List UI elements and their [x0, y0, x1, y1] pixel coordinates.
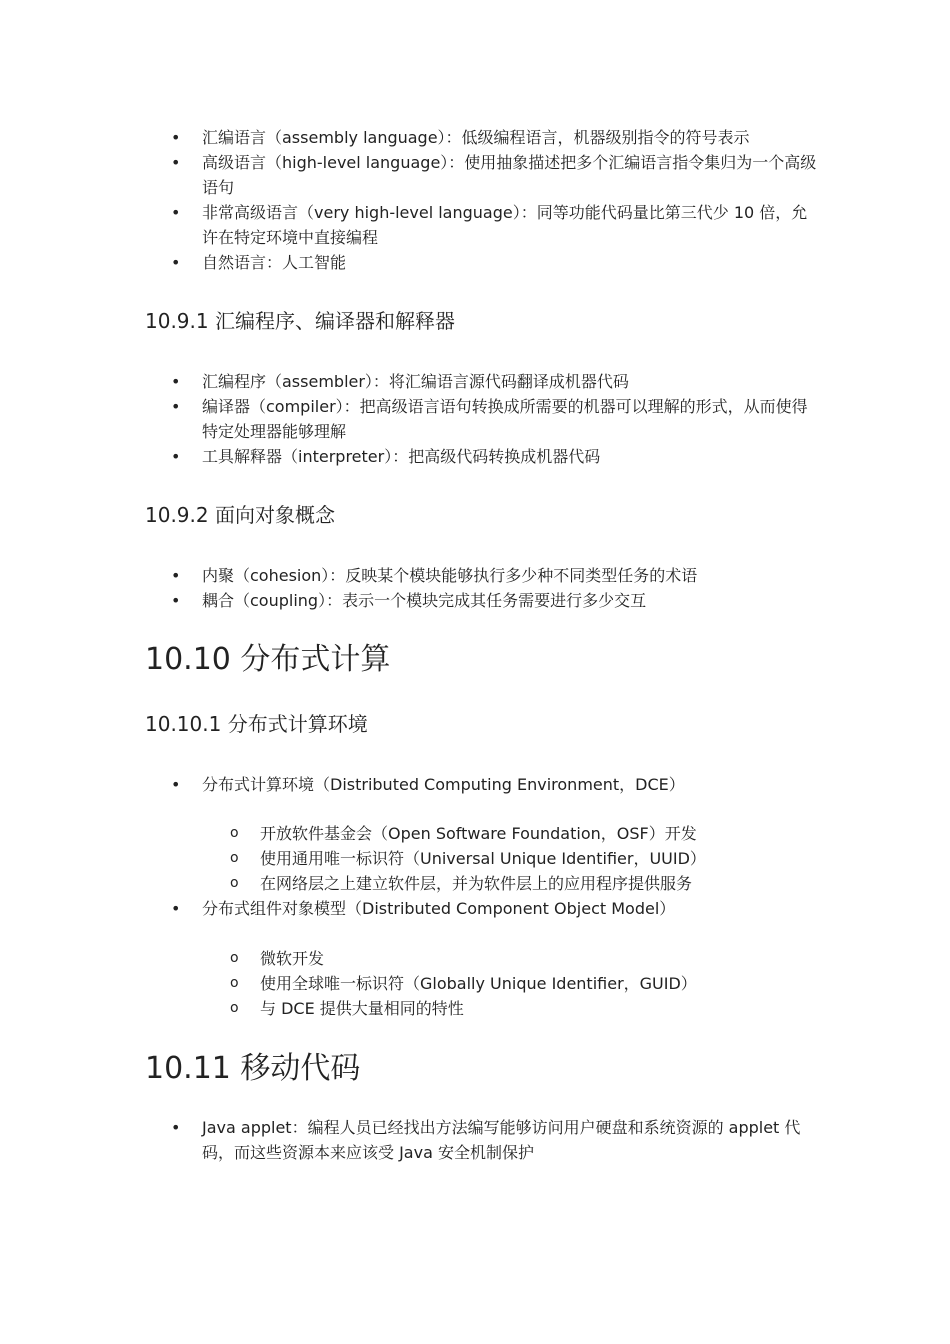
bullet-icon: • — [171, 566, 181, 585]
dce-sub-list — [145, 821, 860, 896]
sub-list-item-text: 使用全球唯一标识符（Globally Unique Identifier，GUID） — [260, 974, 697, 993]
list-item — [145, 588, 822, 613]
sub-list-item-text: 使用通用唯一标识符（Universal Unique Identifier，UUID） — [260, 849, 706, 868]
dcom-sub-list — [145, 946, 860, 1021]
sub-bullet-icon: o — [230, 825, 239, 841]
chapter-heading-10-11: 10.11 移动代码 — [145, 1051, 361, 1086]
list-item-text: 工具解释器（interpreter）：把高级代码转换成机器代码 — [202, 447, 601, 466]
sub-bullet-icon: o — [230, 875, 239, 891]
bullet-icon: • — [171, 899, 181, 918]
sub-list-item-text: 在网络层之上建立软件层，并为软件层上的应用程序提供服务 — [260, 874, 693, 893]
sub-list-item-text: 微软开发 — [260, 949, 325, 968]
section-heading-10-9-2: 10.9.2 面向对象概念 — [145, 503, 335, 527]
list-item-text: 自然语言：人工智能 — [202, 253, 347, 272]
section-heading-10-9-1: 10.9.1 汇编程序、编译器和解释器 — [145, 309, 455, 333]
bullet-icon: • — [171, 128, 181, 147]
list-item — [145, 563, 822, 588]
list-item-text: 汇编程序（assembler）：将汇编语言源代码翻译成机器代码 — [202, 372, 629, 391]
list-item-text: 耦合（coupling）：表示一个模块完成其任务需要进行多少交互 — [202, 591, 647, 610]
sub-list-item — [145, 971, 860, 996]
list-item-text: 高级语言（high-level language）：使用抽象描述把多个汇编语言指令集归为一个高级语句 — [202, 153, 817, 197]
bullet-icon: • — [171, 153, 181, 172]
sub-bullet-icon: o — [230, 950, 239, 966]
sub-bullet-icon: o — [230, 975, 239, 991]
sub-list-item — [145, 846, 860, 871]
list-item — [145, 200, 822, 250]
list-item — [145, 150, 822, 200]
bullet-icon: • — [171, 775, 181, 794]
mobile-code-list — [145, 1115, 822, 1165]
dcom-bullet — [145, 896, 822, 921]
list-item — [145, 369, 822, 394]
sub-list-item — [145, 871, 860, 896]
dce-bullet — [145, 772, 822, 797]
list-item — [145, 394, 822, 444]
sub-list-item — [145, 996, 860, 1021]
list-item-text: 编译器（compiler）：把高级语言语句转换成所需要的机器可以理解的形式，从而使得特定处理器能够理解 — [202, 397, 808, 441]
list-item — [145, 125, 822, 150]
sub-list-item-text: 开放软件基金会（Open Software Foundation，OSF）开发 — [260, 824, 697, 843]
section-10-9-1-list — [145, 369, 822, 469]
list-item-text: 内聚（cohesion）：反映某个模块能够执行多少种不同类型任务的术语 — [202, 566, 698, 585]
section-heading-10-10-1: 10.10.1 分布式计算环境 — [145, 712, 368, 736]
sub-list-item — [145, 821, 860, 846]
list-item — [145, 896, 822, 921]
list-item-text: Java applet：编程人员已经找出方法编写能够访问用户硬盘和系统资源的 applet 代码，而这些资源本来应该受 Java 安全机制保护 — [202, 1118, 801, 1162]
bullet-icon: • — [171, 447, 181, 466]
sub-bullet-icon: o — [230, 1000, 239, 1016]
bullet-icon: • — [171, 591, 181, 610]
chapter-heading-10-10: 10.10 分布式计算 — [145, 642, 391, 677]
bullet-icon: • — [171, 372, 181, 391]
bullet-icon: • — [171, 253, 181, 272]
sub-list-item — [145, 946, 860, 971]
bullet-icon: • — [171, 1118, 181, 1137]
top-bullet-list — [145, 125, 822, 275]
list-item-text: 分布式计算环境（Distributed Computing Environment，DCE） — [202, 775, 685, 794]
list-item — [145, 1115, 822, 1165]
list-item — [145, 444, 822, 469]
list-item-text: 非常高级语言（very high-level language）：同等功能代码量比第三代少 10 倍，允许在特定环境中直接编程 — [202, 203, 808, 247]
sub-list-item-text: 与 DCE 提供大量相同的特性 — [260, 999, 464, 1018]
bullet-icon: • — [171, 397, 181, 416]
list-item — [145, 250, 822, 275]
list-item — [145, 772, 822, 797]
list-item-text: 分布式组件对象模型（Distributed Component Object Model） — [202, 899, 676, 918]
bullet-icon: • — [171, 203, 181, 222]
sub-bullet-icon: o — [230, 850, 239, 866]
section-10-9-2-list — [145, 563, 822, 613]
list-item-text: 汇编语言（assembly language）：低级编程语言，机器级别指令的符号表示 — [202, 128, 750, 147]
